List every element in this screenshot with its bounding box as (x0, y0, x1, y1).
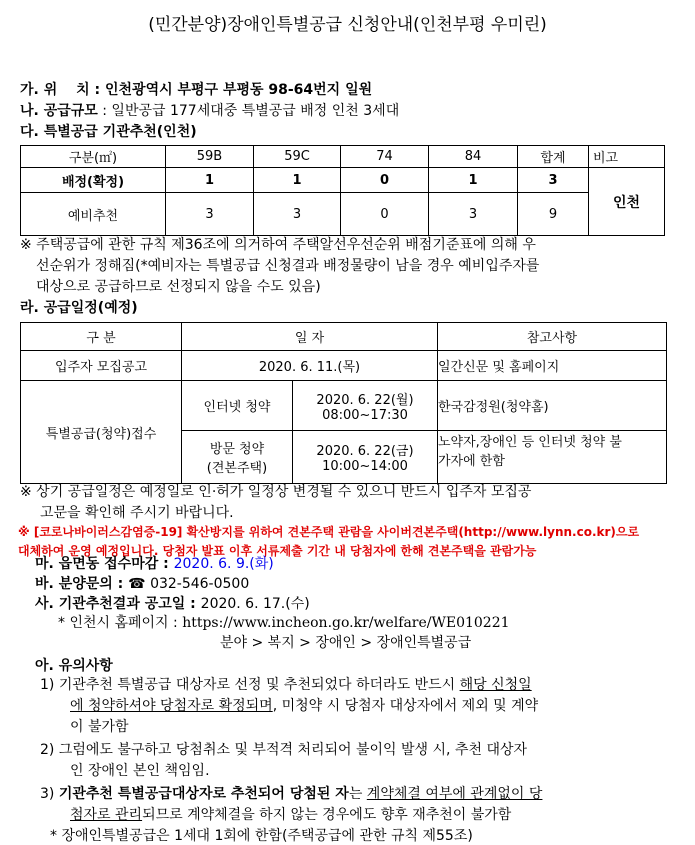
section-da-heading: 다. 특별공급 기관추천(인천) (20, 124, 197, 140)
inquiry-line (35, 573, 249, 593)
location-label: 가. 위 치 : (20, 82, 105, 98)
priority-note (20, 235, 539, 298)
precautions-list (40, 675, 542, 845)
schedule-table (20, 322, 667, 484)
note-line: 대상으로 공급하므로 선정되지 않을 수도 있음) (36, 279, 321, 295)
type-subtext: (견본주택) (206, 461, 268, 476)
table-cell: 1 (254, 168, 341, 193)
item-text: 인 장애인 본인 책임임. (70, 763, 210, 779)
list-item (40, 784, 542, 805)
table-cell: 1 (166, 168, 254, 193)
row-label: 배정(확정) (21, 168, 166, 193)
supply-scale-label: 나. 공급규모 (20, 103, 98, 119)
time-text: 08:00~17:30 (322, 407, 408, 423)
table-cell: 0 (341, 168, 429, 193)
table-row (21, 381, 667, 431)
header-cell: 일 자 (182, 323, 438, 351)
item-text: , 미청약 시 당첨자 대상자에서 제외 및 계약 (272, 698, 539, 714)
table-header-row (21, 146, 665, 168)
homepage-line (58, 612, 510, 632)
table-cell: 9 (518, 193, 589, 236)
homepage-label: * 인천시 홈페이지 : (58, 615, 183, 631)
announcement-line (35, 593, 310, 613)
table-cell: 일간신문 및 홈페이지 (438, 351, 667, 381)
table-cell (438, 431, 667, 484)
page-title: (민간분양)장애인특별공급 신청안내(인천부평 우미린) (148, 15, 547, 35)
supply-scale-value: : 일반공급 177세대중 특별공급 배정 인천 3세대 (97, 103, 400, 119)
table-cell: 1 (429, 168, 518, 193)
table-cell: 3 (518, 168, 589, 193)
item-text: 되므로 계약체결을 하지 않는 경우에도 향후 재추천이 불가함 (142, 807, 512, 823)
section-a-heading: 아. 유의사항 (35, 658, 113, 674)
row-label: 입주자 모집공고 (21, 351, 182, 381)
list-item: 2) 그럼에도 불구하고 당첨취소 및 부적격 처리되어 불이익 발생 시, 추천 대상자 (40, 742, 528, 758)
item-text: 1) 기관추천 특별공급 대상자로 선정 및 추천되었다 하더라도 반드시 (40, 677, 460, 693)
note-line: ※ 상기 공급일정은 예정일로 인·허가 일정상 변경될 수 있으니 반드시 입주자 모집공 (20, 484, 532, 500)
note-line: 고문을 확인해 주시기 바랍니다. (40, 505, 234, 521)
table-header-row (21, 323, 667, 351)
type-text: 방문 청약 (209, 442, 265, 457)
notice-line: 대체하여 운영 예정입니다. 당첨자 발표 이후 서류제출 기간 내 당첨자에 한해 견본주택을 관람가능 (18, 544, 537, 558)
phone-number: 032-546-0500 (150, 576, 250, 592)
menu-path: 분야 > 복지 > 장애인 > 장애인특별공급 (220, 635, 472, 651)
item-underlined: 첨자로 관리 (70, 807, 143, 823)
header-cell: 구분(㎡) (21, 146, 166, 168)
note-line: 선순위가 정해짐(*예비자는 특별공급 신청결과 배정물량이 남을 경우 예비입주자를 (36, 258, 540, 274)
table-cell: 2020. 6. 11.(목) (182, 351, 438, 381)
schedule-note (20, 482, 531, 524)
location-line (20, 79, 372, 99)
announcement-label: 사. 기관추천결과 공고일 : (35, 596, 201, 612)
table-cell: 3 (429, 193, 518, 236)
header-cell: 합계 (518, 146, 589, 168)
item-text: 이 불가함 (70, 719, 129, 735)
table-cell (293, 381, 438, 431)
header-cell: 59C (254, 146, 341, 168)
header-cell: 비고 (589, 146, 665, 168)
header-cell: 84 (429, 146, 518, 168)
announcement-value: 2020. 6. 17.(수) (200, 596, 310, 612)
date-text: 2020. 6. 22(금) (316, 444, 414, 459)
table-row (21, 351, 667, 381)
header-cell: 구 분 (21, 323, 182, 351)
notice-line: ※ [코로나바이러스감염증-19] 확산방지를 위하여 견본주택 관람을 사이버견본주택(http://www.lynn.co.kr)으로 (18, 525, 640, 539)
location-value: 인천광역시 부평구 부평동 98-64번지 일원 (105, 82, 373, 98)
table-cell: 한국감정원(청약홈) (438, 381, 667, 431)
item-bold: 기관추천 특별공급대상자로 추천되어 당첨된 자 (58, 786, 349, 802)
section-ra-heading: 라. 공급일정(예정) (20, 300, 138, 316)
item-underlined: 계약체결 여부에 관계없이 당 (366, 786, 543, 802)
table-cell (293, 431, 438, 484)
note-text: 노약자,장애인 등 인터넷 청약 불 (438, 435, 622, 450)
date-text: 2020. 6. 22(월) (316, 392, 414, 408)
deadline-value: 2020. 6. 9.(화) (173, 556, 274, 572)
homepage-link[interactable]: https://www.incheon.go.kr/welfare/WE010221 (182, 615, 510, 631)
footnote: * 장애인특별공급은 1세대 1회에 한함(주택공급에 관한 규칙 제55조) (50, 828, 473, 844)
note-text: 가자에 한함 (438, 454, 505, 469)
table-cell: 0 (341, 193, 429, 236)
row-label: 예비추천 (21, 193, 166, 236)
header-cell: 74 (341, 146, 429, 168)
phone-icon: ☎ (128, 576, 151, 592)
item-underlined: 에 청약하셔야 당첨자로 확정되며 (70, 698, 273, 714)
header-cell: 참고사항 (438, 323, 667, 351)
inquiry-label: 바. 분양문의 : (35, 576, 129, 592)
deadline-label: 마. 읍면동 접수마감 : (35, 556, 174, 572)
table-row (21, 168, 665, 193)
header-cell: 59B (166, 146, 254, 168)
note-line: ※ 주택공급에 관한 규칙 제36조에 의거하여 주택알선우선순위 배점기준표에 의해 우 (20, 237, 536, 253)
table-cell: 3 (254, 193, 341, 236)
time-text: 10:00~14:00 (322, 459, 408, 474)
item-underlined: 해당 신청일 (459, 677, 532, 693)
table-row (21, 193, 665, 236)
deadline-line (35, 553, 274, 573)
table-cell: 3 (166, 193, 254, 236)
table-cell (182, 431, 293, 484)
list-item (40, 675, 542, 696)
table-cell: 인터넷 청약 (182, 381, 293, 431)
item-text: 는 (348, 786, 367, 802)
row-label: 특별공급(청약)접수 (21, 381, 182, 484)
item-number: 3) (40, 786, 59, 802)
allocation-table (20, 145, 665, 236)
supply-scale-line (20, 100, 399, 120)
remark-cell: 인천 (589, 168, 665, 236)
